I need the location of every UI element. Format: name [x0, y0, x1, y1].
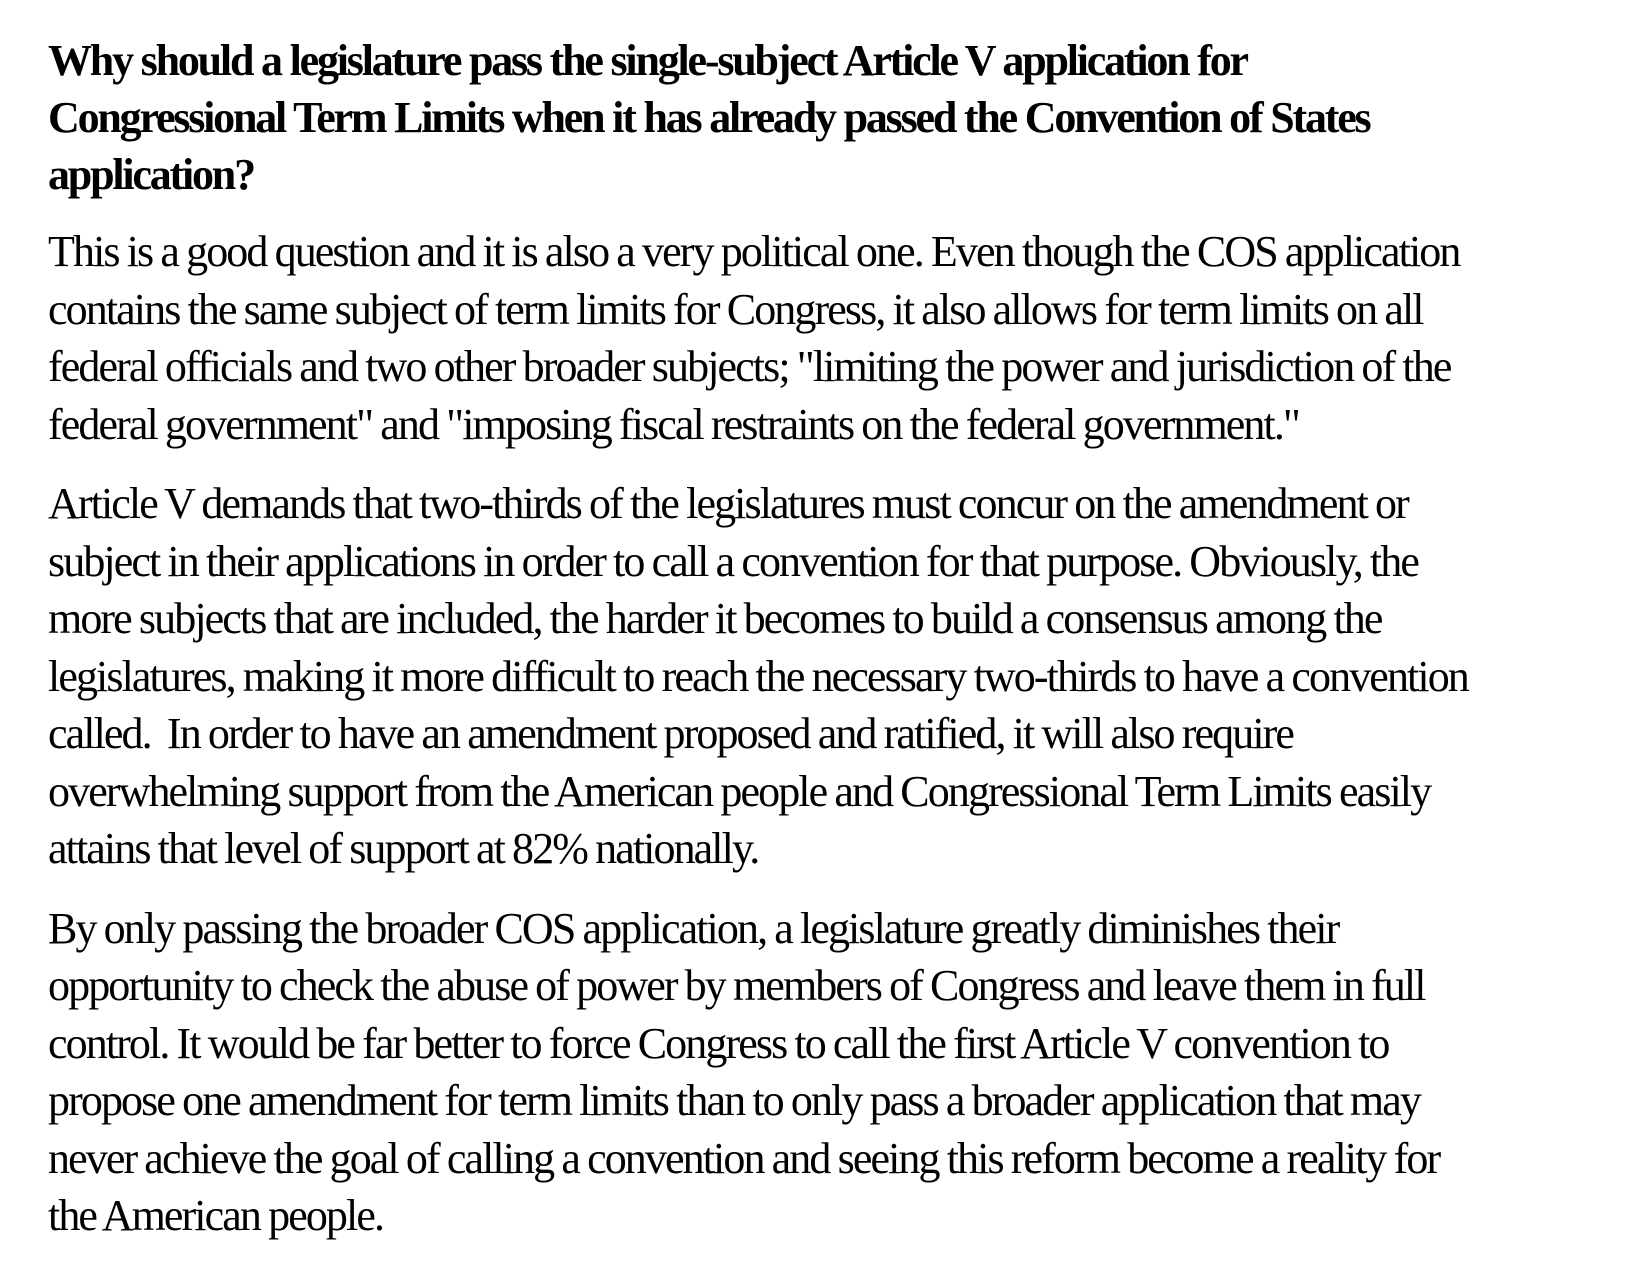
paragraph-line: control. It would be far better to force Congress to call the first Article V convention to [48, 1018, 1389, 1068]
paragraph-article-v [48, 475, 1623, 878]
paragraph-line: By only passing the broader COS application, a legislature greatly diminishes their [48, 903, 1339, 953]
paragraph-line: contains the same subject of term limits for Congress, it also allows for term limits on all [48, 284, 1423, 334]
paragraph-line: Article V demands that two-thirds of the legislatures must concur on the amendment or [48, 479, 1408, 528]
paragraph-conclusion [48, 900, 1623, 1245]
paragraph-line: more subjects that are included, the harder it becomes to build a consensus among the [48, 594, 1382, 643]
paragraph-line: never achieve the goal of calling a convention and seeing this reform become a reality for [48, 1133, 1440, 1183]
paragraph-line: attains that level of support at 82% nationally. [48, 824, 759, 873]
document-page [48, 32, 1623, 1267]
paragraph-line: opportunity to check the abuse of power by members of Congress and leave them in full [48, 961, 1425, 1010]
paragraph-line: overwhelming support from the American people and Congressional Term Limits easily [48, 766, 1431, 816]
paragraph-cos-overview [48, 223, 1623, 453]
heading-line: application? [48, 150, 254, 199]
paragraph-line: called. In order to have an amendment proposed and ratified, it will also require [48, 709, 1294, 758]
paragraph-line: propose one amendment for term limits than to only pass a broader application that may [48, 1076, 1420, 1125]
paragraph-line: subject in their applications in order to call a convention for that purpose. Obviously, the [48, 536, 1418, 586]
question-heading [48, 32, 1623, 203]
paragraph-line: This is a good question and it is also a very political one. Even though the COS application [48, 227, 1460, 276]
paragraph-line: federal officials and two other broader subjects; "limiting the power and jurisdiction of the [48, 342, 1451, 391]
paragraph-line: legislatures, making it more difficult to reach the necessary two-thirds to have a convention [48, 651, 1468, 701]
paragraph-line: federal government" and "imposing fiscal restraints on the federal government." [48, 399, 1299, 449]
paragraph-line: the American people. [48, 1191, 384, 1240]
heading-line: Congressional Term Limits when it has already passed the Convention of States [48, 93, 1370, 142]
heading-line: Why should a legislature pass the single-subject Article V application for [48, 36, 1247, 85]
